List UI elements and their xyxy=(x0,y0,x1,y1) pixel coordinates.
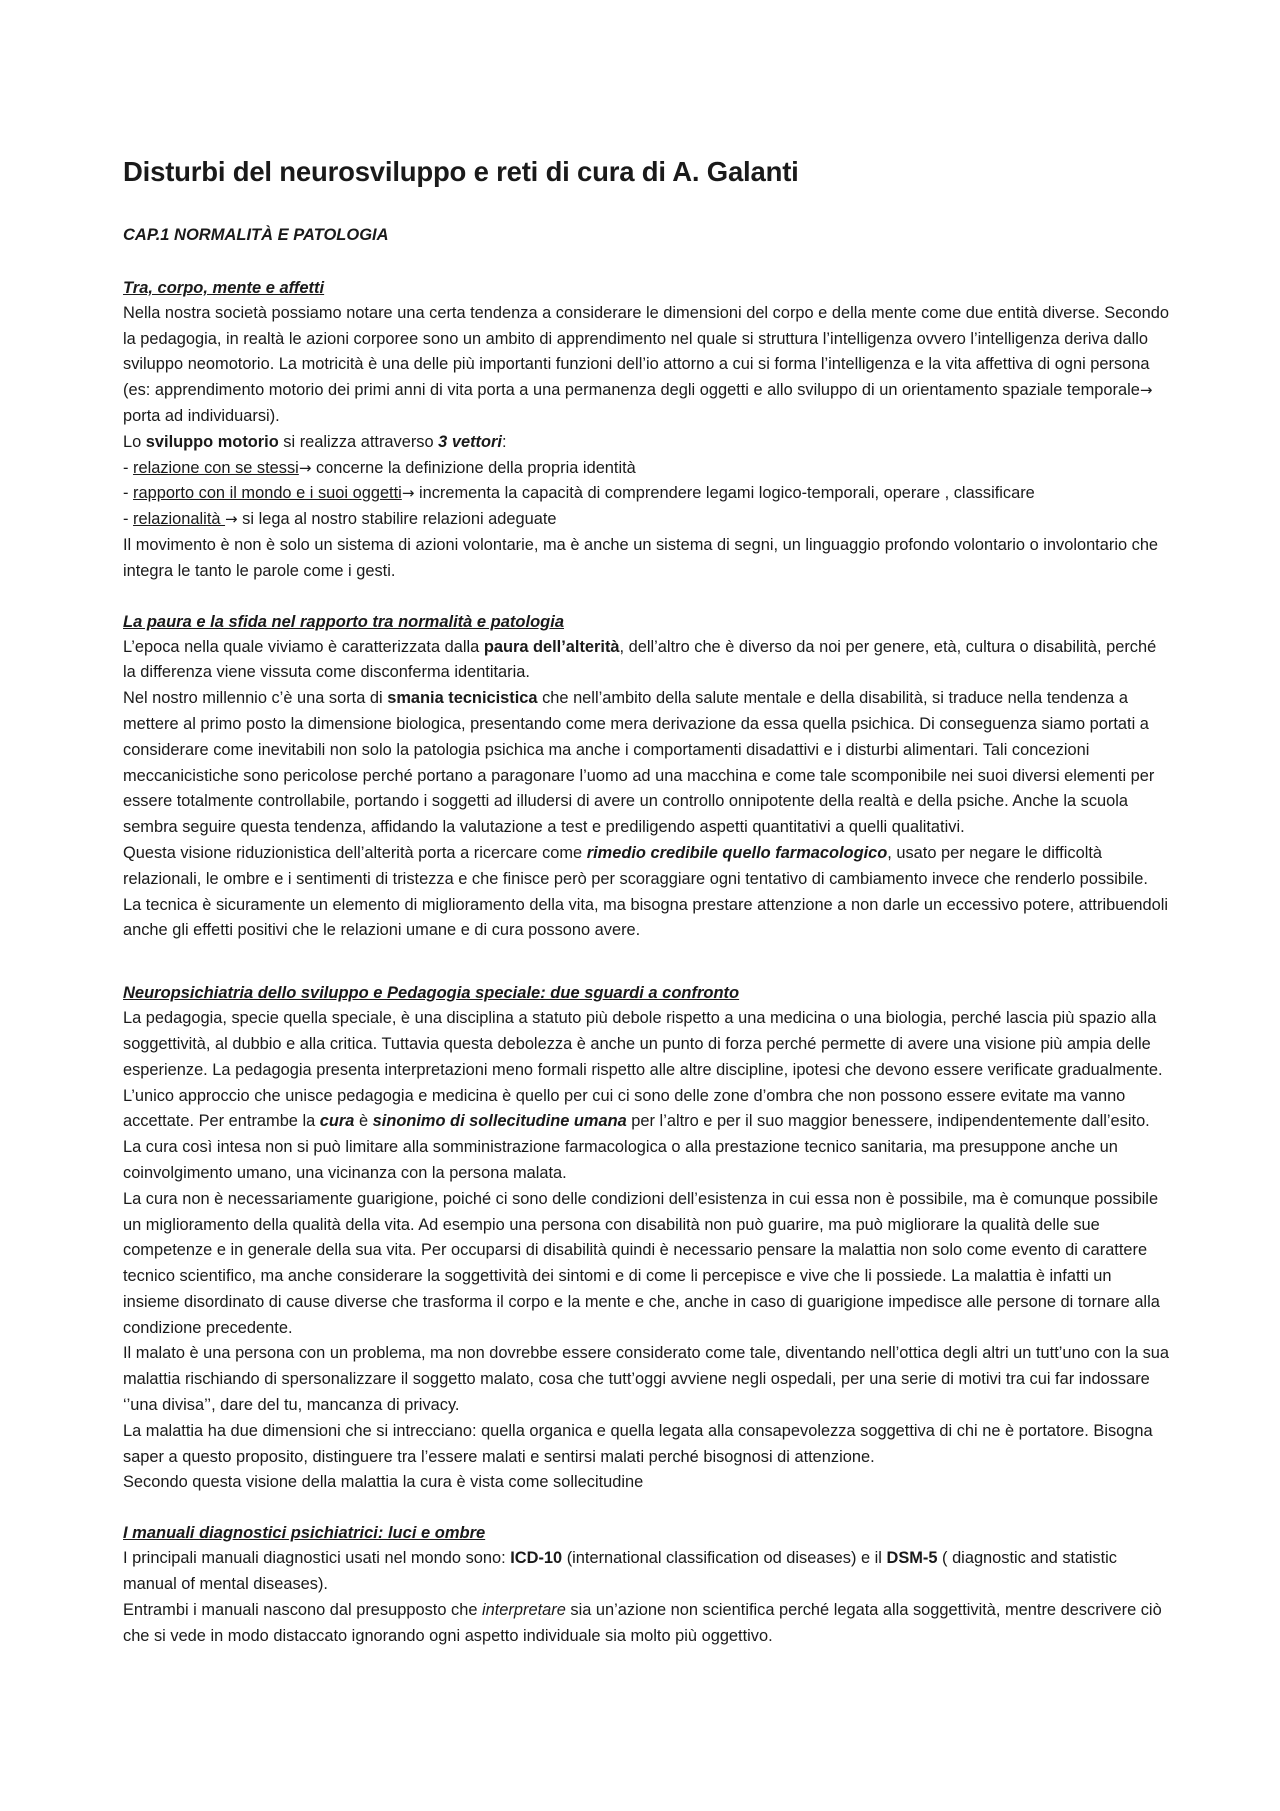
paragraph: Secondo questa visione della malattia la cura è vista come sollecitudine xyxy=(123,1473,644,1492)
arrow-right-icon: → xyxy=(225,510,238,529)
paragraph-text: è xyxy=(354,1112,373,1131)
paragraph xyxy=(123,1084,1170,1187)
paragraph-text: Lo xyxy=(123,432,146,451)
section-paura-sfida xyxy=(123,609,1170,945)
paragraph-text: sia un’azione non scientifica perché legata alla soggettività, mentre descrivere ciò che si vede in modo distaccato ignorando ogni aspetto individuale sia molto più oggettivo. xyxy=(123,1600,1162,1645)
bold-term: ICD-10 xyxy=(510,1549,563,1568)
paragraph-text: si realizza attraverso xyxy=(278,432,439,451)
bold-italic-term: rimedio credibile quello farmacologico xyxy=(586,843,888,862)
italic-term: interpretare xyxy=(482,1600,566,1619)
list-item-vettore xyxy=(123,481,1170,507)
underlined-term: rapporto con il mondo e i suoi oggetti xyxy=(133,484,402,503)
bold-term: smania tecnicistica xyxy=(387,689,538,708)
bold-italic-term: 3 vettori xyxy=(438,432,502,451)
paragraph xyxy=(123,686,1170,841)
bold-term: sviluppo motorio xyxy=(145,432,279,451)
arrow-right-icon: → xyxy=(401,484,415,503)
dash: - xyxy=(123,510,134,529)
section-manuali-diagnostici xyxy=(123,1520,1170,1649)
paragraph-text: concerne la definizione della propria identità xyxy=(311,458,636,477)
paragraph-text: , dell’altro che è diverso da noi per genere, età, cultura o disabilità, perché la differenza viene vissuta come disconferma identitaria. xyxy=(123,637,1157,682)
paragraph-text: Entrambi i manuali nascono dal presupposto che xyxy=(123,1600,482,1619)
paragraph-text: porta ad individuarsi). xyxy=(123,406,280,425)
arrow-right-icon: → xyxy=(298,458,312,477)
bold-term: paura dell’alterità xyxy=(483,637,620,656)
paragraph: La pedagogia, specie quella speciale, è una disciplina a statuto più debole rispetto a una medicina o una biologia, perché lascia più spazio alla soggettività, al dubbio e alla critica. Tuttavia questa debolezza è anche un punto di forza perché permette di avere una visione più ampia delle esperienze. La pedagogia presenta interpretazioni meno formali rispetto alle altre discipline, ipotesi che devono essere verificate gradualmente. xyxy=(123,1009,1163,1079)
paragraph xyxy=(123,841,1170,893)
paragraph xyxy=(123,301,1170,430)
paragraph-text: I principali manuali diagnostici usati nel mondo sono: xyxy=(123,1549,511,1568)
paragraph-text: Nella nostra società possiamo notare una certa tendenza a considerare le dimensioni del corpo e della mente come due entità diverse. Secondo la pedagogia, in realtà le azioni corporee sono un ambito di apprendimento nel quale si struttura l’intelligenza ovvero l’intelligenza deriva dallo sviluppo neomotorio. La motricità è una delle più importanti funzioni dell’io attorno a cui si forma l’intelligenza e la vita affettiva di ogni persona (es: apprendimento motorio dei primi anni di vita porta a una permanenza degli oggetti e allo sviluppo di un orientamento spaziale temporale xyxy=(123,303,1169,400)
paragraph-text: per l’altro e per il suo maggior benessere, indipendentemente dall’esito. La cura così intesa non si può limitare alla somministrazione farmacologica o alla prestazione tecnico sanitaria, ma presuppone anche un coinvolgimento umano, una vicinanza con la persona malata. xyxy=(123,1112,1150,1182)
section-heading: Tra, corpo, mente e affetti xyxy=(123,278,325,297)
paragraph-text: Questa visione riduzionistica dell’alterità porta a ricercare come xyxy=(123,843,587,862)
list-item-vettore xyxy=(123,507,1170,533)
paragraph-text: Nel nostro millennio c’è una sorta di xyxy=(123,689,388,708)
bold-italic-term: sinonimo di sollecitudine umana xyxy=(372,1112,627,1131)
section-heading: Neuropsichiatria dello sviluppo e Pedagogia speciale: due sguardi a confronto xyxy=(123,984,740,1003)
paragraph: La cura non è necessariamente guarigione, poiché ci sono delle condizioni dell’esistenza in cui essa non è possibile, ma è comunque possibile un miglioramento della qualità della vita. Ad esempio una persona con disabilità non può guarire, ma può migliorare la qualità delle sue competenze e in generale della sua vita. Per occuparsi di disabilità quindi è necessario pensare la malattia non solo come evento di carattere tecnico scientifico, ma anche considerare la soggettività dei sintomi e di come li percepisce e vive che li possiede. La malattia è infatti un insieme disordinato di cause diverse che trasforma il corpo e la mente e che, anche in caso di guarigione impedisce alle persone di tornare alla condizione precedente. xyxy=(123,1189,1160,1337)
paragraph-text: : xyxy=(501,432,507,451)
section-heading: I manuali diagnostici psichiatrici: luci e ombre xyxy=(123,1524,486,1543)
paragraph-text: (international classification od diseases) e il xyxy=(562,1549,887,1568)
paragraph-text: L’epoca nella quale viviamo è caratterizzata dalla xyxy=(123,637,484,656)
bold-term: DSM-5 xyxy=(886,1549,938,1568)
underlined-term: relazione con se stessi xyxy=(133,458,299,477)
document-title: Disturbi del neurosviluppo e reti di cura di A. Galanti xyxy=(123,156,799,187)
section-heading: La paura e la sfida nel rapporto tra normalità e patologia xyxy=(123,612,565,631)
paragraph: Il movimento è non è solo un sistema di azioni volontarie, ma è anche un sistema di segni, un linguaggio profondo volontario o involontario che integra le tanto le parole come i gesti. xyxy=(123,535,1159,580)
paragraph xyxy=(123,1598,1170,1650)
paragraph: La tecnica è sicuramente un elemento di miglioramento della vita, ma bisogna prestare attenzione a non darle un eccessivo potere, attribuendoli anche gli effetti positivi che le relazioni umane e di cura possono avere. xyxy=(123,895,1169,940)
paragraph-text: , usato per negare le difficoltà relazionali, le ombre e i sentimenti di tristezza e che finisce però per scoraggiare ogni tentativo di cambiamento invece che renderlo possibile. xyxy=(123,843,1148,888)
section-neuropsichiatria-pedagogia xyxy=(123,980,1170,1496)
list-item-vettore xyxy=(123,456,1170,482)
paragraph-text: si lega al nostro stabilire relazioni adeguate xyxy=(237,510,557,529)
paragraph xyxy=(123,635,1170,687)
paragraph: La malattia ha due dimensioni che si intrecciano: quella organica e quella legata alla consapevolezza soggettiva di chi ne è portatore. Bisogna saper a questo proposito, distinguere tra l’essere malati e sentirsi malati perché bisognosi di attenzione. xyxy=(123,1421,1153,1466)
underlined-term: relazionalità xyxy=(133,510,226,529)
paragraph-text: ( diagnostic and statistic manual of mental diseases). xyxy=(123,1549,1117,1594)
chapter-title: CAP.1 NORMALITÀ E PATOLOGIA xyxy=(123,226,389,244)
paragraph: Il malato è una persona con un problema, ma non dovrebbe essere considerato come tale, diventando nell’ottica degli altri un tutt’uno con la sua malattia rischiando di spersonalizzare il soggetto malato, cosa che tutt’oggi avviene negli ospedali, per una serie di motivi tra cui far indossare ‘’una divisa’’, dare del tu, mancanza di privacy. xyxy=(123,1344,1170,1415)
paragraph xyxy=(123,1546,1170,1598)
paragraph-text: che nell’ambito della salute mentale e della disabilità, si traduce nella tendenza a mettere al primo posto la dimensione biologica, presentando come mera derivazione da essa quella psichica. Di conseguenza siamo portati a considerare come inevitabili non solo la patologia psichica ma anche i comportamenti disadattivi e i disturbi alimentari. Tali concezioni meccanicistiche sono pericolose perché portano a paragonare l’uomo ad una macchina e come tale scomponibile nei suoi diversi elementi per essere totalmente controllabile, portando i soggetti ad illudersi di avere un controllo onnipotente della realtà e della psiche. Anche la scuola sembra seguire questa tendenza, affidando la valutazione a test e prediligendo aspetti quantitativi a quelli qualitativi. xyxy=(123,689,1155,837)
dash: - xyxy=(123,484,134,503)
paragraph-text: L’unico approccio che unisce pedagogia e medicina è quello per cui ci sono delle zone d’ombra che non possono essere evitate ma vanno accettate. Per entrambe la xyxy=(123,1086,1126,1131)
paragraph xyxy=(123,430,1170,456)
paragraph-text: incrementa la capacità di comprendere legami logico-temporali, operare , classificare xyxy=(414,484,1035,503)
bold-italic-term: cura xyxy=(319,1112,355,1131)
arrow-right-icon: → xyxy=(1139,381,1153,400)
section-corpo-mente-affetti xyxy=(123,275,1170,585)
dash: - xyxy=(123,458,134,477)
